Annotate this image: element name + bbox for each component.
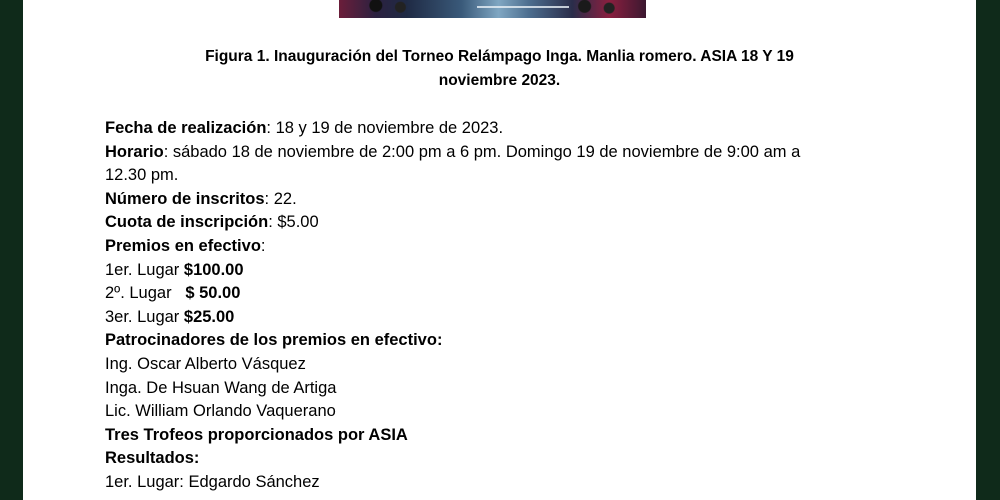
photo-court-line [477, 6, 569, 8]
horario-row-continued: 12.30 pm. [105, 166, 179, 185]
inscritos-row [105, 188, 895, 212]
photo-players [339, 0, 646, 18]
horario-label: Horario [105, 142, 164, 161]
inscritos-value: : 22. [264, 189, 297, 208]
inscritos-label: Número de inscritos [105, 189, 265, 208]
premios-colon: : [260, 236, 266, 255]
prize-row-1 [105, 259, 895, 283]
figure-caption [23, 45, 976, 93]
results-heading: Resultados: [105, 449, 200, 468]
horario-row [105, 141, 895, 165]
prize-place: 1er. Lugar [105, 260, 184, 279]
prize-place: 2º. Lugar [105, 284, 186, 303]
horario-value: : sábado 18 de noviembre de 2:00 pm a 6 pm. Domingo 19 de noviembre de 9:00 am a [163, 142, 801, 161]
prize-amount: $ 50.00 [185, 284, 241, 303]
prize-amount: $100.00 [183, 260, 244, 279]
left-page-border [0, 0, 23, 500]
fecha-label: Fecha de realización [105, 119, 267, 137]
prize-row-3 [105, 306, 895, 330]
sponsor-name: Lic. William Orlando Vaquerano [105, 402, 336, 421]
trophies-line: Tres Trofeos proporcionados por ASIA [105, 425, 408, 444]
cuota-row [105, 211, 895, 235]
sponsor-name: Inga. De Hsuan Wang de Artiga [105, 378, 337, 397]
cuota-label: Cuota de inscripción [105, 213, 269, 232]
premios-row [105, 235, 895, 259]
fecha-value: : 18 y 19 de noviembre de 2023. [266, 119, 504, 137]
result-first-place: 1er. Lugar: Edgardo Sánchez [105, 472, 320, 491]
tournament-photo [339, 0, 646, 18]
event-details [105, 117, 895, 495]
sponsor-name: Ing. Oscar Alberto Vásquez [105, 354, 306, 373]
caption-line-1: Figura 1. Inauguración del Torneo Relámpago Inga. Manlia romero. ASIA 18 Y 19 [205, 48, 794, 65]
caption-line-2: noviembre 2023. [438, 72, 561, 89]
sponsors-heading: Patrocinadores de los premios en efectivo: [105, 331, 443, 350]
prize-place: 3er. Lugar [105, 307, 184, 326]
fecha-row [105, 117, 895, 141]
cuota-value: : $5.00 [268, 213, 319, 232]
prize-row-2 [105, 282, 895, 306]
right-page-border [976, 0, 1000, 500]
prize-amount: $25.00 [183, 307, 235, 326]
premios-label: Premios en efectivo [105, 236, 261, 255]
